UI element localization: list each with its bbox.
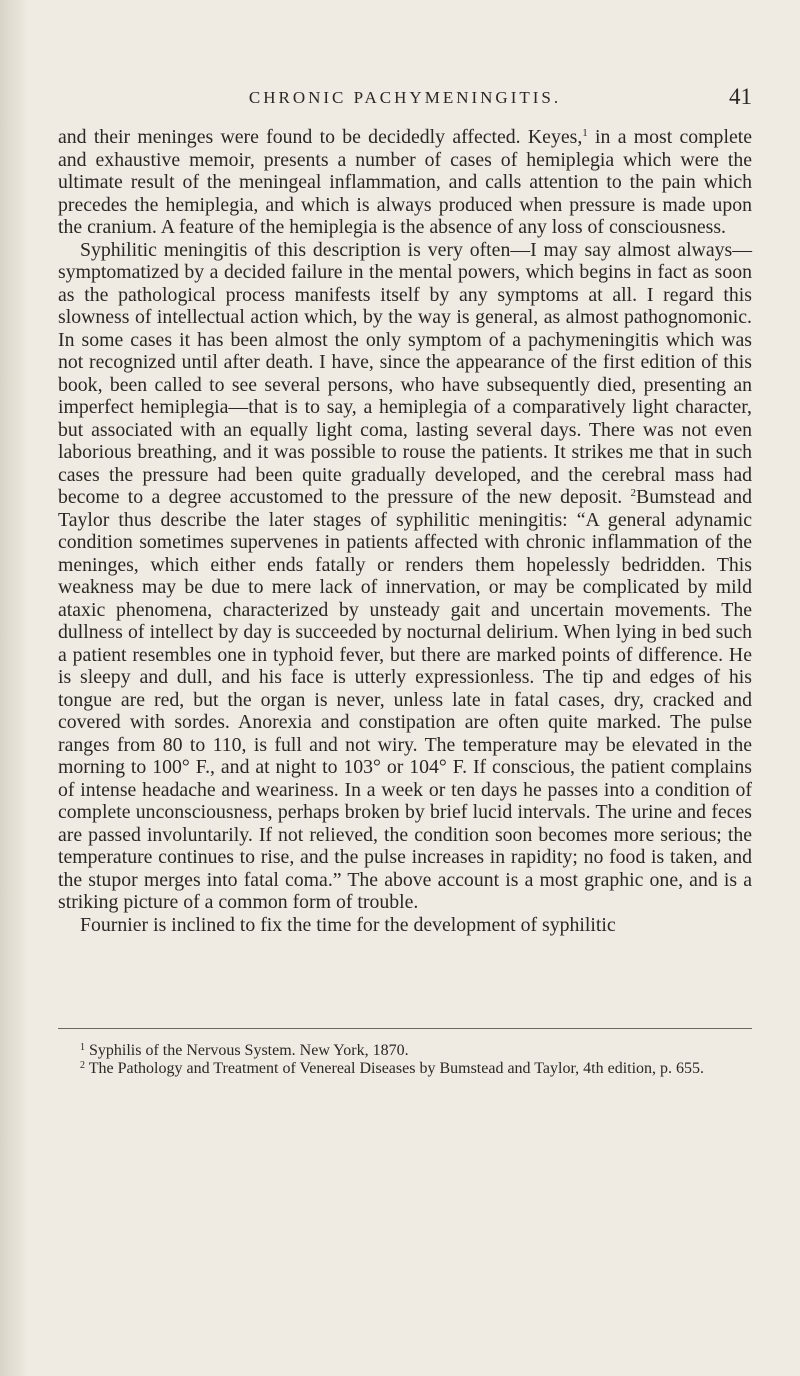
footnote-divider <box>58 1028 752 1029</box>
body-text <box>58 126 752 936</box>
page-header <box>58 84 752 118</box>
paragraph-1-text-a: and their meninges were found to be decidedly affected. Keyes, <box>58 126 583 148</box>
footnote-2 <box>58 1060 752 1078</box>
footnote-1 <box>58 1042 752 1060</box>
paragraph-2-text-a: Syphilitic meningitis of this description is very often—I may say almost always—symptomatized by a decided failure in the mental powers, which begins in fact as soon as the pathological process manifests itself by any symptoms at all. I regard this slowness of intellectual action which, by the way is general, as almost pathognomonic. In some cases it has been almost the only symptom of a pachymeningitis which was not recognized until after death. I have, since the appearance of the first edition of this book, been called to see several persons, who have subsequently died, presenting an imperfect hemiplegia—that is to say, a hemiplegia of a comparatively light character, but associated with an equally light coma, lasting several days. There was not even laborious breathing, and it was possible to rouse the patients. It strikes me that in such cases the pressure had been quite gradually developed, and the cerebral mass had become to a degree accustomed to the pressure of the new deposit. <box>58 238 752 508</box>
paragraph-3 <box>58 914 752 937</box>
paragraph-2-text-b: Bumstead and Taylor thus describe the later stages of syphilitic meningitis: “A general adynamic condition sometimes supervenes in patients affected with chronic inflammation of the meninges, which either ends fatally or renders them hopelessly bedridden. This weakness may be due to mere lack of innervation, or may be complicated by mild ataxic phenomena, characterized by unsteady gait and uncertain movements. The dullness of intellect by day is succeeded by nocturnal delirium. When lying in bed such a patient resembles one in typhoid fever, but there are marked points of difference. He is sleepy and dull, and his face is utterly expressionless. The tip and edges of his tongue are red, but the organ is never, unless late in fatal cases, dry, cracked and covered with sordes. Anorexia and constipation are often quite marked. The pulse ranges from 80 to 110, is full and not wiry. The temperature may be elevated in the morning to 100° F., and at night to 103° or 104° F. If conscious, the patient complains of intense headache and weariness. In a week or ten days he passes into a condition of complete unconsciousness, perhaps broken by brief lucid intervals. The urine and feces are passed involuntarily. If not relieved, the condition soon becomes more serious; the temperature continues to rise, and the pulse increases in rapidity; no food is taken, and the stupor merges into fatal coma.” The above account is a most graphic one, and is a striking picture of a common form of trouble. <box>58 486 753 913</box>
paragraph-1 <box>58 126 752 239</box>
page-gutter-shadow <box>0 0 28 1376</box>
paragraph-3-text: Fournier is inclined to fix the time for the development of syphilitic <box>80 913 616 936</box>
footnote-ref-1: 1 <box>582 127 588 139</box>
paragraph-1-text-b: in a most complete and exhaustive memoir, presents a number of cases of hemiplegia which were the ultimate result of the meningeal inflammation, and calls attention to the pain which precedes the hemiplegia, and which is always produced when pressure is made upon the cranium. A feature of the hemiplegia is the absence of any loss of consciousness. <box>58 126 752 238</box>
running-head: CHRONIC PACHYMENINGITIS. <box>248 88 562 107</box>
paragraph-2 <box>58 239 752 914</box>
footnote-2-text: The Pathology and Treatment of Venereal Diseases by Bumstead and Taylor, 4th edition, p. 655. <box>85 1060 705 1077</box>
footnote-2-marker: 2 <box>80 1060 85 1071</box>
page-number: 41 <box>729 84 752 109</box>
footnote-ref-2: 2 <box>630 487 637 499</box>
footnotes <box>58 1042 752 1078</box>
footnote-1-text: Syphilis of the Nervous System. New York, 1870. <box>85 1042 409 1059</box>
footnote-1-marker: 1 <box>80 1042 85 1053</box>
